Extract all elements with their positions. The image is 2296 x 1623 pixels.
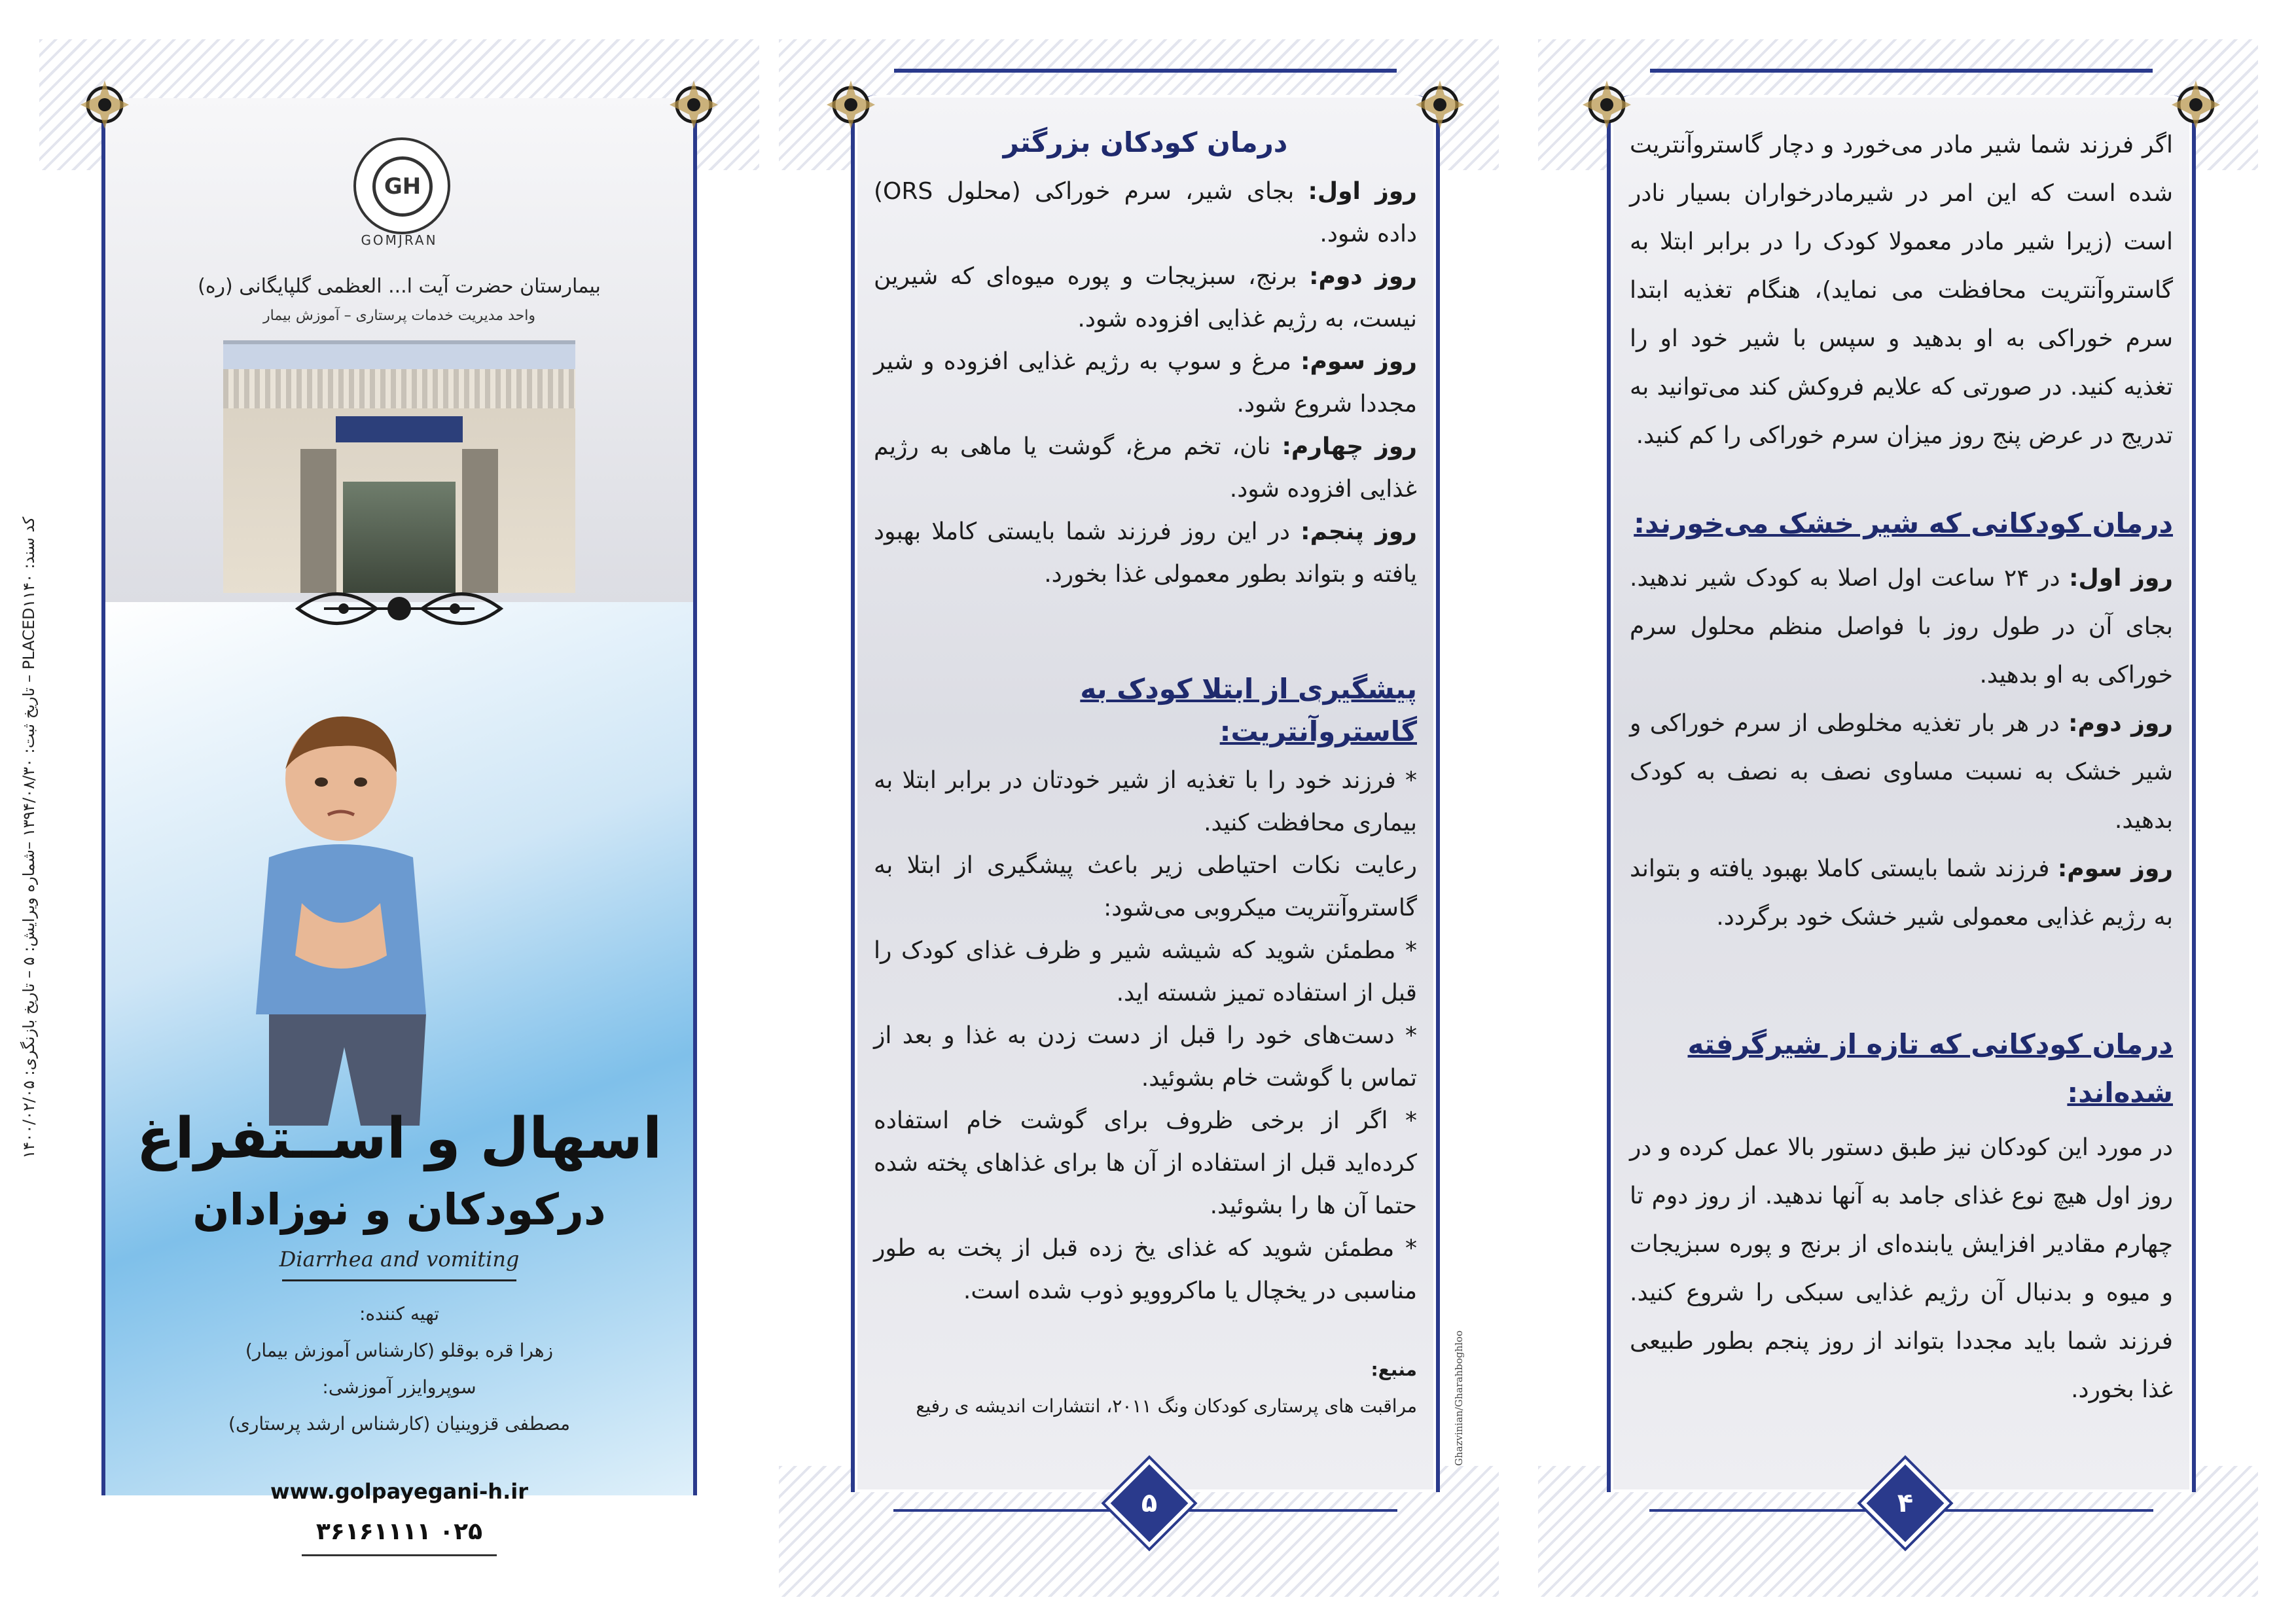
prevention-heading: پیشگیری از ابتلا کودک به گاستروآنتریت: bbox=[1080, 673, 1417, 747]
day-label: روز پنجم: bbox=[1300, 518, 1417, 545]
cover-english-title: Diarrhea and vomiting bbox=[279, 1247, 520, 1272]
phone-divider bbox=[302, 1554, 497, 1556]
day-text: در ۲۴ ساعت اول اصلا به کودک شیر ندهید. بجای آن در طول روز با فواصل منظم محلول سرم خوراکی به او بدهید. bbox=[1630, 565, 2173, 688]
website-link[interactable]: www.golpayegani-h.ir bbox=[270, 1479, 528, 1504]
corner-ornament-icon bbox=[664, 75, 723, 134]
supervisor-label: سوپروایزر آموزشی: bbox=[322, 1376, 476, 1398]
day-text: نان، تخم مرغ، گوشت یا ماهی به رژیم غذایی افزوده شود. bbox=[874, 433, 1417, 503]
page-number: ۴ bbox=[1897, 1488, 1914, 1518]
middle-panel bbox=[815, 62, 1476, 1535]
building-column bbox=[462, 449, 498, 593]
prevention-item: رعایت نکات احتیاطی زیر باعث پیشگیری از ابتلا به گاستروآنتریت میکروبی می‌شود: bbox=[874, 852, 1417, 921]
day-label: روز چهارم: bbox=[1282, 433, 1418, 460]
hospital-unit: واحد مدیریت خدمات پرستاری – آموزش بیمار bbox=[263, 308, 535, 324]
source-label: منبع: bbox=[1371, 1359, 1417, 1380]
right-content bbox=[1630, 121, 2173, 1469]
day-label: روز اول: bbox=[2069, 565, 2173, 592]
day-text: برنج، سبزیجات و پوره میوه‌ای که شیرین نیست، به رژیم غذایی افزوده شود. bbox=[874, 263, 1417, 332]
logo-monogram: GH bbox=[372, 156, 433, 217]
corner-ornament-icon bbox=[1410, 75, 1469, 134]
ornament-divider-icon bbox=[285, 586, 514, 632]
formula-day-item bbox=[1630, 554, 2173, 700]
cover-title: اسهال و اســتفراغ bbox=[136, 1106, 662, 1171]
formula-day-item bbox=[1630, 845, 2173, 942]
design-credit: Ghazvinian/Gharahboghloo bbox=[1453, 1330, 1465, 1466]
day-item bbox=[874, 255, 1417, 340]
day-item bbox=[874, 340, 1417, 425]
cover-header bbox=[105, 98, 693, 602]
prevention-item: * دست‌های خود را قبل از دست زدن به غذا و بعد از تماس با گوشت خام بشوئید. bbox=[874, 1022, 1417, 1092]
prevention-item: * اگر از برخی ظروف برای گوشت خام استفاده کرده‌اید قبل از استفاده از آن ها برای غذاهای پخته شده حتما آن ها را بشوئید. bbox=[874, 1107, 1417, 1219]
cover-subtitle: درکودکان و نوزادان bbox=[192, 1185, 606, 1235]
page-number: ۵ bbox=[1141, 1488, 1158, 1518]
prevention-item: * فرزند خود را با تغذیه از شیر خودتان در برابر ابتلا به بیماری محافظت کنید. bbox=[874, 767, 1417, 836]
cover-frame bbox=[101, 98, 697, 1545]
day-label: روز دوم: bbox=[2068, 710, 2173, 737]
building-sign bbox=[336, 416, 463, 442]
source-text: مراقبت های پرستاری کودکان ونگ ۲۰۱۱، انتشارات اندیشه ی رفیع bbox=[916, 1395, 1417, 1417]
hospital-logo bbox=[353, 137, 450, 234]
breastfed-intro: اگر فرزند شما شیر مادر می‌خورد و دچار گاستروآنتریت شده است که این امر در شیرمادرخواران بسیار نادر است (زیرا شیر مادر معمولا کودک را در برابر ابتلا به گاستروآنتریت محافظت می نماید)، هنگام تغذیه ابتدا سرم خوراکی به او بدهید و سپس با شیر خود او را تغذیه کنید. در صورتی که علایم فروکش کند می‌توانید به تدریج در عرض پنج روز میزان سرم خوراکی را کم کنید. bbox=[1630, 132, 2173, 449]
day-item bbox=[874, 170, 1417, 255]
day-item bbox=[874, 425, 1417, 510]
prepared-by-label: تهیه کننده: bbox=[359, 1303, 440, 1325]
title-underline bbox=[282, 1279, 516, 1281]
day-text: مرغ و سوپ به رژیم غذایی افزوده و شیر مجددا شروع شود. bbox=[874, 348, 1417, 418]
hospital-name: بیمارستان حضرت آیت ا... العظمی گلپایگانی (ره) bbox=[198, 275, 601, 298]
older-children-heading: درمان کودکان بزرگتر bbox=[1003, 126, 1288, 158]
corner-ornament-icon bbox=[75, 75, 134, 134]
day-item bbox=[874, 510, 1417, 596]
right-panel bbox=[1571, 62, 2232, 1535]
formula-heading: درمان کودکانی که شیر خشک می‌خورند: bbox=[1634, 507, 2173, 539]
hospital-building-image bbox=[223, 340, 575, 593]
sick-child-image bbox=[230, 707, 446, 1139]
prevention-item: * مطمئن شوید که غذای یخ زده قبل از پخت به طور مناسبی در یخچال یا ماکروویو ذوب شده است. bbox=[874, 1235, 1417, 1304]
building-facade bbox=[223, 369, 575, 408]
building-entrance bbox=[343, 482, 456, 593]
day-text: در این روز فرزند شما بایستی کاملا بهبود یافته و بتواند بطور معمولی غذا بخورد. bbox=[874, 518, 1417, 588]
day-text: در هر بار تغذیه مخلوطی از سرم خوراکی و شیر خشک به نسبت مساوی نصف به نصف به کودک بدهید. bbox=[1630, 710, 2173, 834]
cover-panel bbox=[69, 62, 730, 1545]
cover-credits bbox=[105, 1296, 693, 1442]
day-label: روز دوم: bbox=[1309, 263, 1417, 290]
day-label: روز سوم: bbox=[2057, 855, 2173, 882]
day-label: روز سوم: bbox=[1300, 348, 1417, 375]
source-block bbox=[874, 1351, 1417, 1425]
logo-caption: GOMJRAN bbox=[361, 232, 438, 248]
day-text: فرزند شما بایستی کاملا بهبود یافته و بتواند به رژیم غذایی معمولی شیر خشک خود برگردد. bbox=[1630, 855, 2173, 931]
supervisor: مصطفی قزوینیان (کارشناس ارشد پرستاری) bbox=[228, 1413, 570, 1435]
corner-ornament-icon bbox=[2166, 75, 2225, 134]
corner-ornament-icon bbox=[821, 75, 880, 134]
day-label: روز اول: bbox=[1308, 178, 1417, 205]
phone-number: ۰۲۵ ۳۶۱۶۱۱۱۱ bbox=[315, 1518, 483, 1545]
prepared-by: زهرا قره بوقلو (کارشناس آموزش بیمار) bbox=[245, 1340, 554, 1361]
weaned-heading: درمان کودکانی که تازه از شیرگرفته شده‌اند: bbox=[1687, 1028, 2173, 1109]
prevention-item: * مطمئن شوید که شیشه شیر و ظرف غذای کودک را قبل از استفاده تمیز شسته اید. bbox=[874, 937, 1417, 1007]
weaned-text: در مورد این کودکان نیز طبق دستور بالا عمل کرده و در روز اول هیچ نوع غذای جامد به آنها ندهید. از روز دوم تا چهارم مقادیر افزایش یابنده‌ای از برنج و پوره سبزیجات و میوه و بدنبال آن رژیم غذایی سبکی را شروع کنید. فرزند شما باید مجددا بتواند از روز پنجم بطور طبیعی غذا بخورد. bbox=[1630, 1134, 2173, 1403]
building-column bbox=[300, 449, 336, 593]
middle-content bbox=[874, 121, 1417, 1469]
day-text: بجای شیر، سرم خوراکی (محلول ORS) داده شود. bbox=[874, 178, 1417, 247]
formula-day-item bbox=[1630, 700, 2173, 845]
corner-ornament-icon bbox=[1577, 75, 1636, 134]
document-info: کد سند: PLACED۱۱۴۰ – تاریخ ثبت: ۱۳۹۴/۰۸/۳۰ –شماره ویرایش: ۵ – تاریخ بازنگری: ۱۴۰۰/۰۲/۰۵ bbox=[20, 516, 38, 1159]
